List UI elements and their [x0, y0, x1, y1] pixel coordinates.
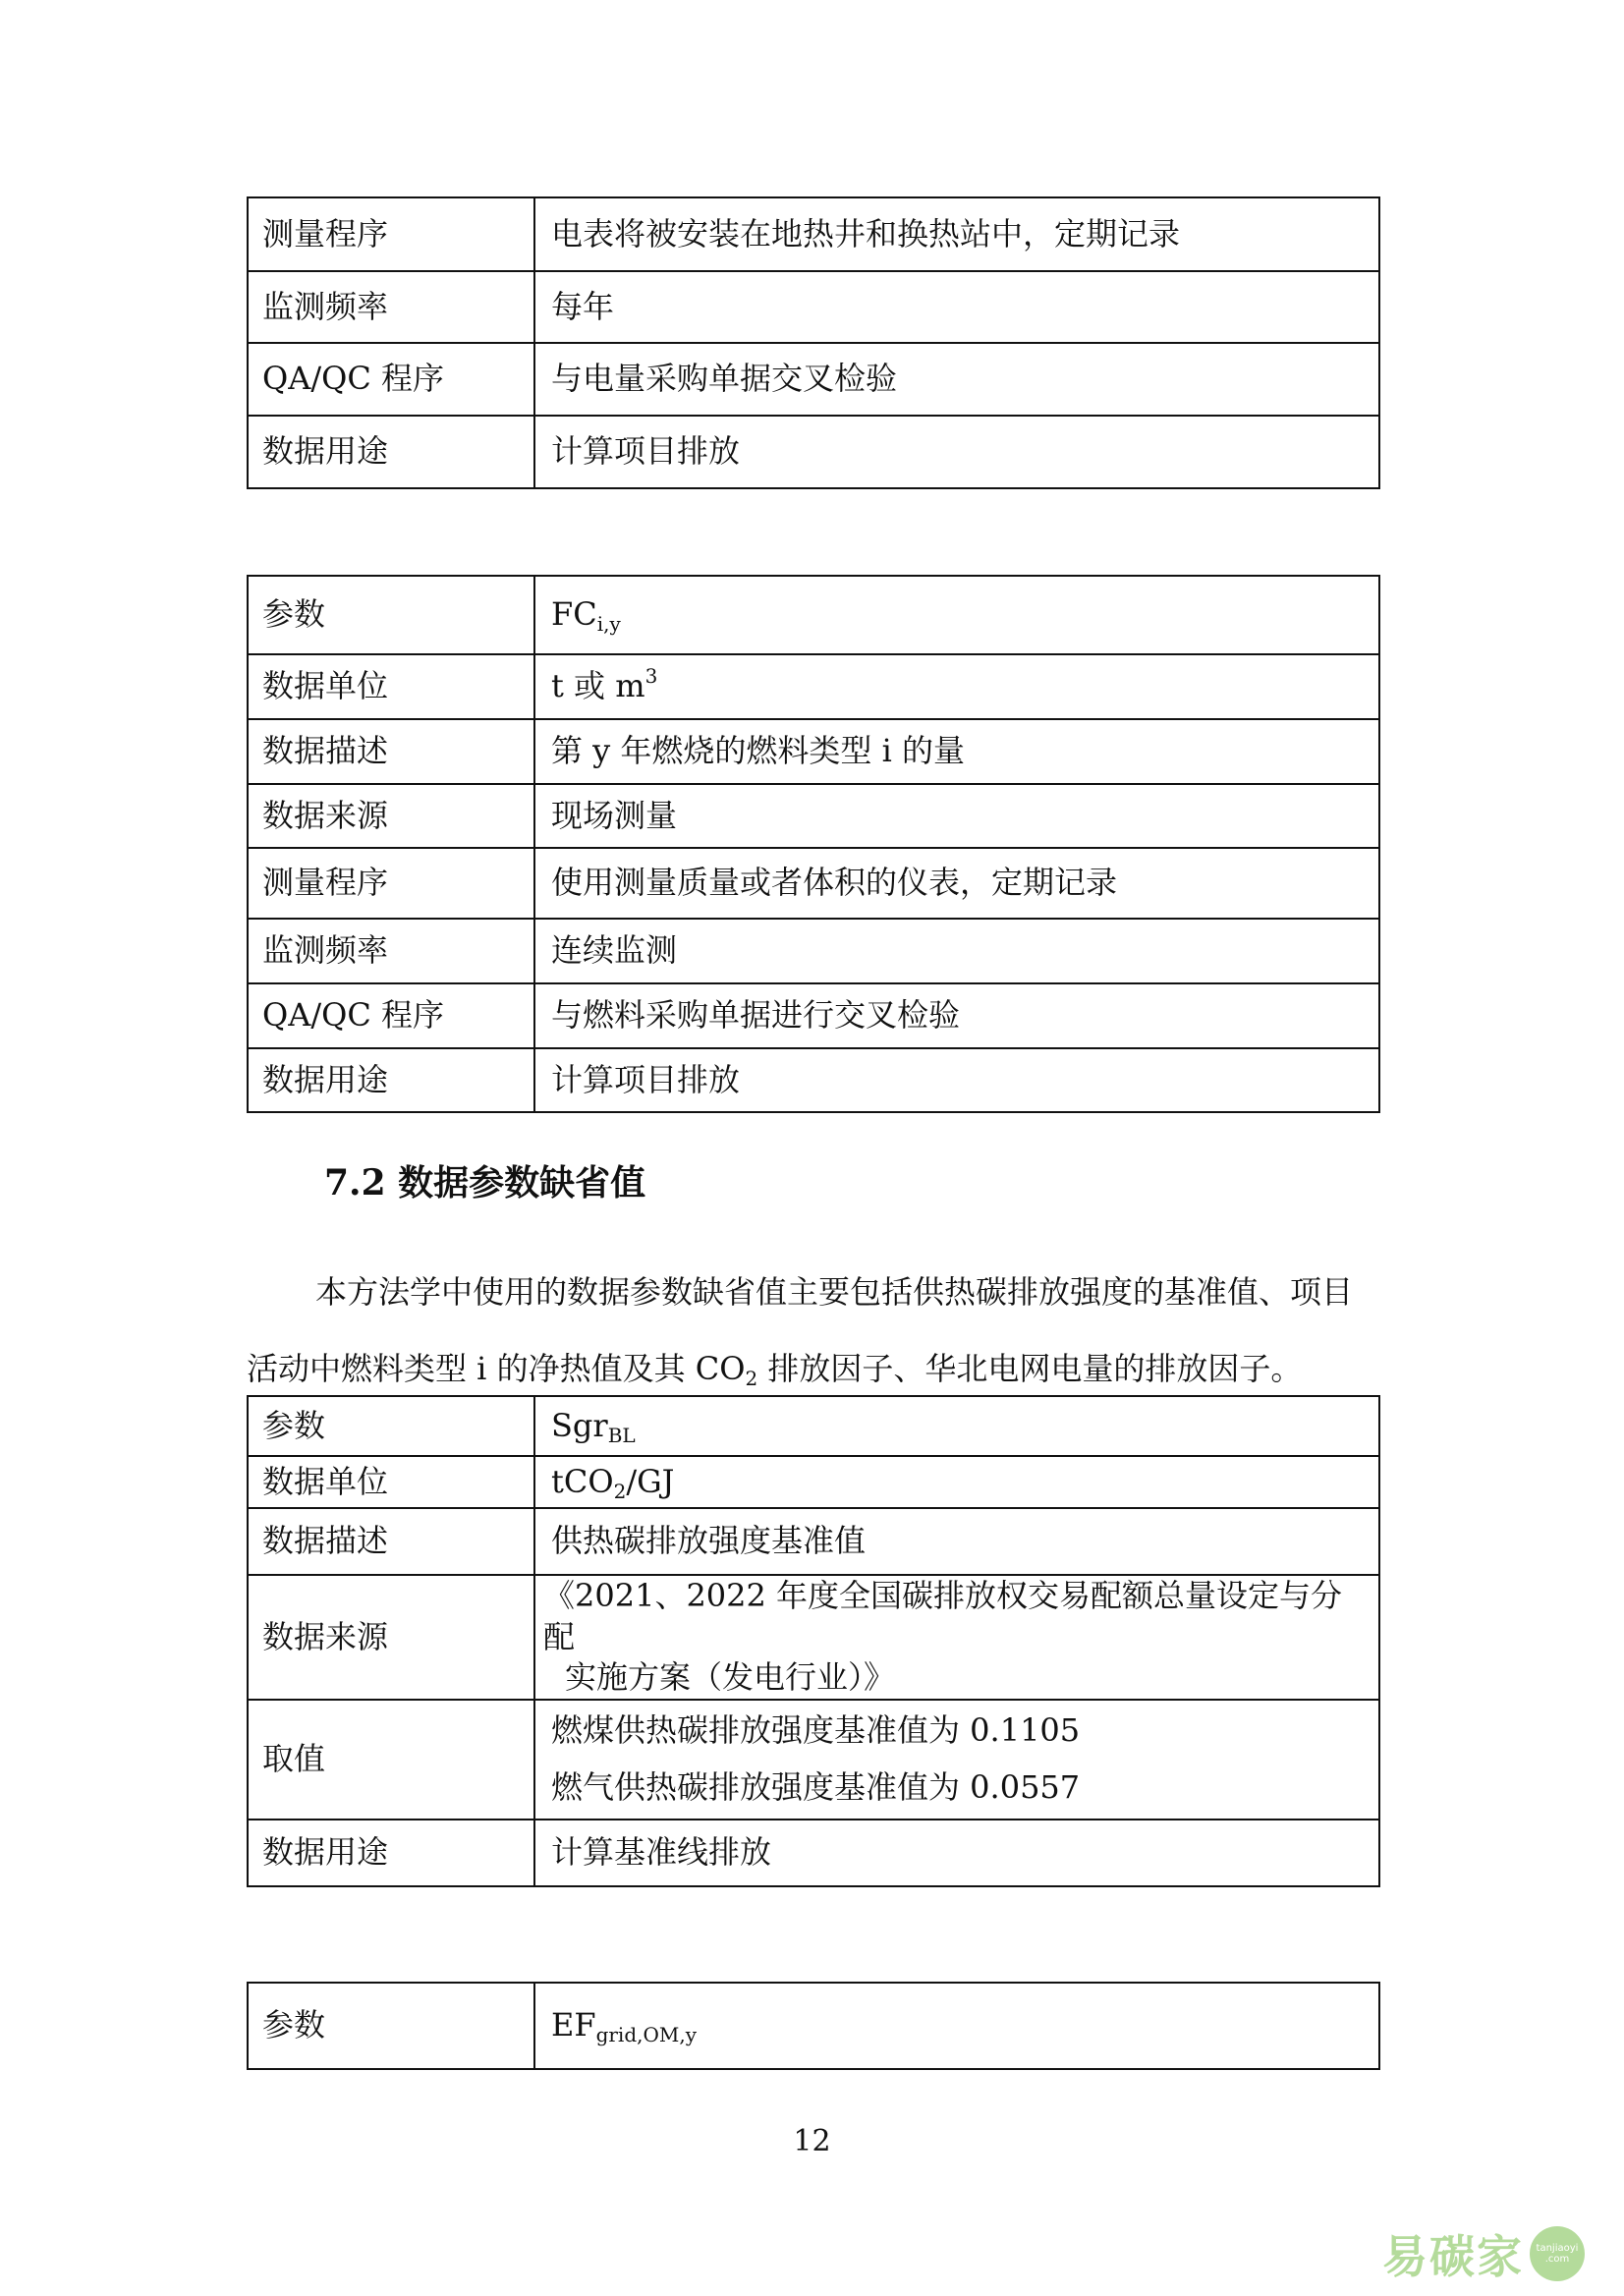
row-key: 参数 [248, 1396, 534, 1456]
table-row [248, 1456, 1379, 1508]
row-value [534, 1575, 1379, 1700]
row-value [534, 1983, 1379, 2069]
table-row [248, 919, 1379, 983]
table-row [248, 784, 1379, 848]
row-key: 取值 [248, 1700, 534, 1820]
row-value: 供热碳排放强度基准值 [534, 1508, 1379, 1575]
row-key: 测量程序 [248, 848, 534, 919]
row-value: 与燃料采购单据进行交叉检验 [534, 983, 1379, 1048]
row-value: 计算基准线排放 [534, 1820, 1379, 1886]
table-row [248, 343, 1379, 416]
param-subscript: i,y [596, 612, 621, 637]
row-value [534, 1396, 1379, 1456]
row-key: 数据用途 [248, 416, 534, 488]
section-heading: 7.2 数据参数缺省值 [324, 1162, 646, 1204]
row-value: 第 y 年燃烧的燃料类型 i 的量 [534, 719, 1379, 784]
unit-superscript: 3 [644, 664, 658, 689]
param-subscript: grid,OM,y [595, 2023, 698, 2047]
row-value [534, 576, 1379, 654]
value-line: 燃气供热碳排放强度基准值为 0.0557 [551, 1767, 1081, 1806]
row-key: 参数 [248, 576, 534, 654]
row-key: QA/QC 程序 [248, 343, 534, 416]
row-key: 数据来源 [248, 1575, 534, 1700]
watermark-badge [1530, 2226, 1585, 2281]
page-number: 12 [793, 2124, 831, 2158]
table-parameter-grid-emission-factor [247, 1982, 1380, 2070]
table-row [248, 848, 1379, 919]
table-row [248, 1983, 1379, 2069]
source-line: 《2021、2022 年度全国碳排放权交易配额总量设定与分配 [543, 1577, 1343, 1655]
table-row [248, 1048, 1379, 1112]
row-value [534, 654, 1379, 719]
row-value: 电表将被安装在地热井和换热站中，定期记录 [534, 197, 1379, 271]
table-row [248, 197, 1379, 271]
table-monitoring-electricity [247, 196, 1380, 489]
source-line: 实施方案（发电行业）》 [565, 1658, 896, 1697]
row-key: 监测频率 [248, 919, 534, 983]
watermark-logo [1382, 2221, 1585, 2286]
row-key: 数据描述 [248, 1508, 534, 1575]
row-value: 现场测量 [534, 784, 1379, 848]
watermark-badge-line: tanjiaoyi [1536, 2243, 1579, 2254]
paragraph-text: 活动中燃料类型 i 的净热值及其 CO [247, 1350, 746, 1387]
watermark-text: 易碳家 [1382, 2230, 1524, 2283]
table-row [248, 983, 1379, 1048]
row-value [534, 1700, 1379, 1820]
table-row [248, 416, 1379, 488]
row-key: 数据描述 [248, 719, 534, 784]
row-value: 每年 [534, 271, 1379, 343]
table-row [248, 654, 1379, 719]
row-value: 与电量采购单据交叉检验 [534, 343, 1379, 416]
unit-text: tCO [551, 1462, 614, 1500]
row-key: 数据用途 [248, 1048, 534, 1112]
co2-subscript: 2 [745, 1367, 758, 1390]
row-value: 使用测量质量或者体积的仪表，定期记录 [534, 848, 1379, 919]
table-row [248, 1820, 1379, 1886]
row-value: 计算项目排放 [534, 1048, 1379, 1112]
param-symbol: Sgr [551, 1406, 608, 1444]
row-value: 计算项目排放 [534, 416, 1379, 488]
table-parameter-fuel-consumption [247, 575, 1380, 1113]
unit-text: t 或 m [551, 667, 645, 705]
paragraph-line: 本方法学中使用的数据参数缺省值主要包括供热碳排放强度的基准值、项目 [315, 1273, 1354, 1311]
unit-subscript: 2 [613, 1479, 627, 1503]
row-key: 数据单位 [248, 1456, 534, 1508]
param-subscript: BL [607, 1423, 636, 1447]
row-key: 监测频率 [248, 271, 534, 343]
row-key: 测量程序 [248, 197, 534, 271]
table-parameter-heating-baseline [247, 1395, 1380, 1887]
table-row [248, 576, 1379, 654]
row-key: 数据用途 [248, 1820, 534, 1886]
table-row [248, 271, 1379, 343]
param-symbol: EF [551, 2006, 596, 2044]
row-key: 数据来源 [248, 784, 534, 848]
row-value: 连续监测 [534, 919, 1379, 983]
row-key: 数据单位 [248, 654, 534, 719]
unit-text: /GJ [626, 1462, 675, 1500]
table-row [248, 1700, 1379, 1820]
table-row [248, 1508, 1379, 1575]
table-row [248, 1396, 1379, 1456]
watermark-badge-line: .com [1544, 2254, 1570, 2265]
row-key: 参数 [248, 1983, 534, 2069]
paragraph-line [247, 1344, 1380, 1389]
param-symbol: FC [551, 595, 597, 634]
value-line: 燃煤供热碳排放强度基准值为 0.1105 [551, 1711, 1081, 1750]
row-value [534, 1456, 1379, 1508]
paragraph-text: 排放因子、华北电网电量的排放因子。 [757, 1350, 1303, 1387]
table-row [248, 1575, 1379, 1700]
table-row [248, 719, 1379, 784]
row-key: QA/QC 程序 [248, 983, 534, 1048]
